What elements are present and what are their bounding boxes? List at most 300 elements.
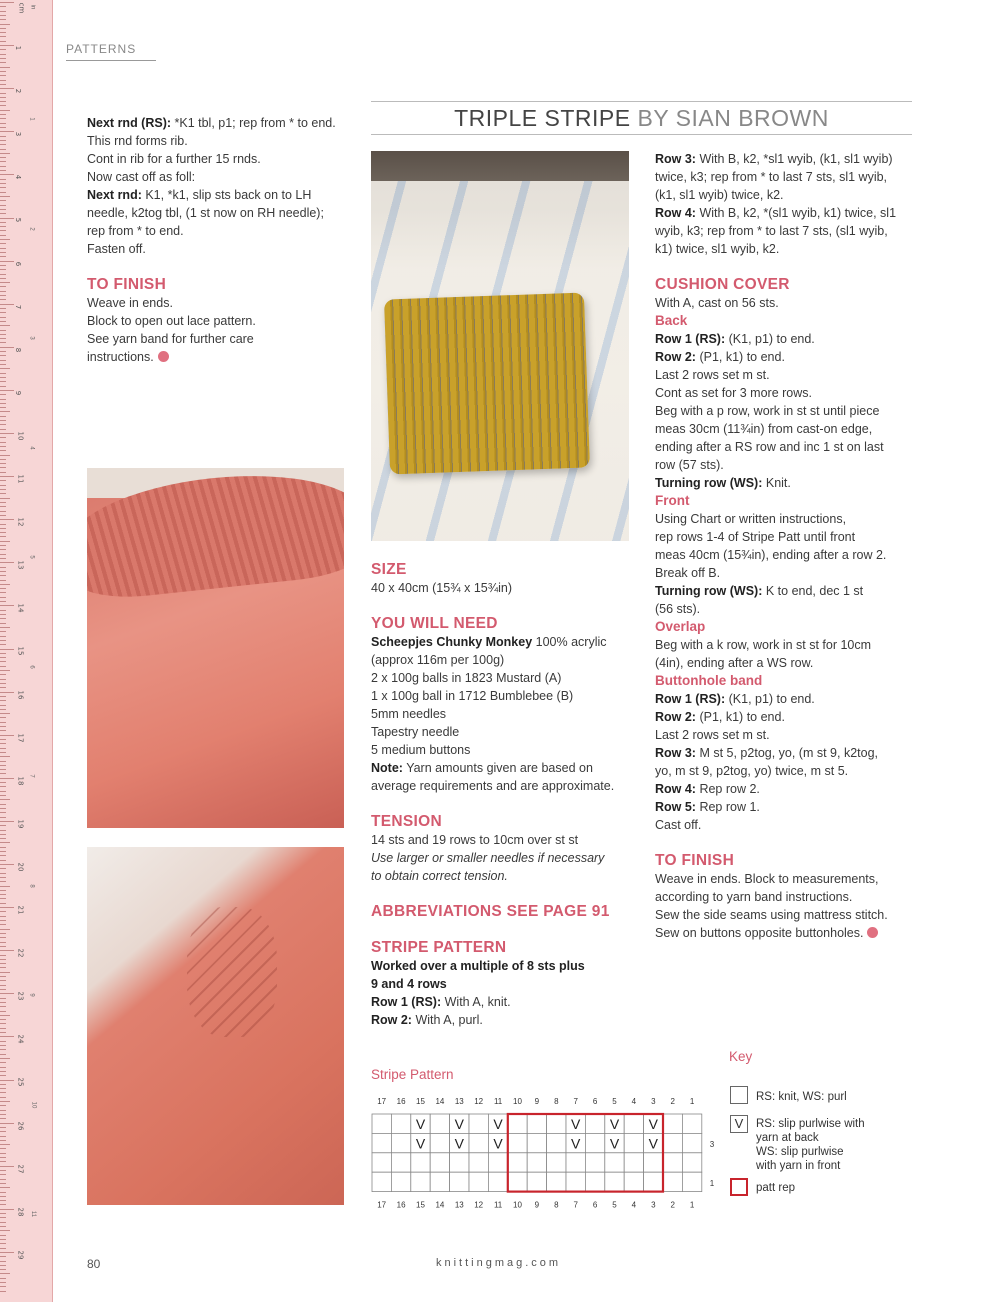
ruler-tick: [0, 756, 10, 757]
ruler-tick: [0, 71, 6, 72]
chart-cell: [663, 1133, 682, 1152]
text-line: [87, 132, 352, 150]
ruler-tick: [0, 618, 6, 619]
text-line: Block to open out lace pattern.: [87, 314, 256, 328]
line-text: (4in), ending after a WS row.: [655, 656, 814, 670]
line-text: 5 medium buttons: [371, 743, 471, 757]
ruler-cm-label: 16: [16, 690, 25, 699]
ruler-tick: [0, 1110, 6, 1111]
ruler-tick: [0, 838, 6, 839]
ruler-tick: [0, 1200, 6, 1201]
text-line: [371, 723, 641, 741]
ruler-cm-label: 25: [16, 1077, 25, 1087]
ruler-tick: [0, 330, 6, 331]
line-text: Rep row 1.: [695, 800, 760, 814]
text-line: [655, 762, 920, 780]
line-text: (k1, sl1 wyib) twice, k2.: [655, 188, 784, 202]
ruler-tick: [0, 515, 6, 516]
text-line: Weave in ends.: [87, 296, 173, 310]
text-line: [371, 993, 641, 1011]
chart-cell: [469, 1114, 488, 1133]
ruler-tick: [0, 696, 6, 697]
text-line: [87, 204, 352, 222]
ruler-tick: [0, 312, 6, 313]
pattern-title-bar: [371, 101, 912, 135]
line-text: *K1 tbl, p1; rep from * to end.: [171, 116, 336, 130]
ruler-tick: [0, 386, 6, 387]
ruler-inch-label: 6: [28, 664, 35, 669]
ruler-tick: [0, 226, 6, 227]
ruler-tick: [0, 235, 6, 236]
ruler-tick: [0, 640, 6, 641]
text-line: [655, 726, 920, 744]
chart-col-label-top: 3: [651, 1097, 656, 1106]
ruler-tick: [0, 1101, 10, 1102]
chart-slip-symbol: V: [415, 1116, 426, 1133]
ruler-tick: [0, 157, 6, 158]
chart-col-label-top: 7: [573, 1097, 578, 1106]
ruler-tick: [0, 75, 6, 76]
text-line: [371, 633, 641, 651]
chart-cell: [682, 1153, 701, 1172]
line-text: yo, m st 9, p2tog, yo) twice, m st 5.: [655, 764, 849, 778]
text-line: See yarn band for further care: [87, 332, 254, 346]
ruler-tick: [0, 791, 6, 792]
ruler-tick: [0, 709, 6, 710]
ruler-tick: [0, 761, 6, 762]
ruler-inch-label: 4: [28, 445, 35, 450]
ruler-cm-label: 8: [14, 347, 23, 352]
ruler-tick: [0, 304, 14, 305]
chart-cell: [644, 1172, 663, 1191]
bold-label: Row 5:: [655, 800, 696, 814]
ruler-tick: [0, 200, 6, 201]
text-line: [655, 186, 920, 204]
ruler-tick: [0, 519, 14, 520]
ruler-tick: [0, 239, 10, 240]
line-text: Cast off.: [655, 818, 702, 832]
ruler-tick: [0, 623, 6, 624]
ruler-tick: [0, 855, 6, 856]
ruler-tick: [0, 299, 6, 300]
chart-cell: [585, 1172, 604, 1191]
ruler-tick: [0, 950, 14, 951]
chart-cell: [527, 1114, 546, 1133]
text-line: [371, 975, 641, 993]
ruler-tick: [0, 205, 6, 206]
ruler-tick: [0, 1273, 10, 1274]
ruler-tick: [0, 1011, 6, 1012]
ruler-tick: [0, 687, 6, 688]
chart-cell: [430, 1114, 449, 1133]
ruler-cm-label: 4: [14, 175, 23, 180]
ruler-tick: [0, 825, 6, 826]
ruler-tick: [0, 1088, 6, 1089]
ruler-cm-label: 10: [16, 431, 25, 441]
ruler-cm-label: 9: [14, 390, 23, 396]
ruler-tick: [0, 1049, 6, 1050]
ruler-tick: [0, 649, 14, 650]
ruler-tick: [0, 93, 6, 94]
ruler-tick: [0, 187, 6, 188]
ruler-tick: [0, 528, 6, 529]
line-text: Tapestry needle: [371, 725, 460, 739]
ruler-inch-label: 5: [28, 555, 35, 559]
ruler-tick: [0, 1183, 6, 1184]
ruler-tick: [0, 769, 6, 770]
chart-col-label-bottom: 1: [689, 1200, 695, 1210]
ruler-tick: [0, 97, 6, 98]
text-line: Sew on buttons opposite buttonholes.: [655, 924, 920, 942]
chart-cell: [624, 1133, 643, 1152]
text-line: [655, 600, 920, 618]
ruler-tick: [0, 105, 6, 106]
chart-cell: [547, 1114, 566, 1133]
text-line: [655, 420, 920, 438]
text-line: [655, 204, 920, 222]
text-line: Sew the side seams using mattress stitch.: [655, 908, 888, 922]
ruler-tick: [0, 963, 6, 964]
line-text: 5mm needles: [371, 707, 447, 721]
ruler-tick: [0, 28, 6, 29]
ruler-tick: [0, 834, 6, 835]
ruler-tick: [0, 45, 14, 46]
size-heading: SIZE: [371, 561, 407, 578]
chart-cell: [508, 1172, 527, 1191]
ruler-tick: [0, 166, 6, 167]
chart-cell: [508, 1114, 527, 1133]
ruler-tick: [0, 291, 6, 292]
ruler-cm-label: 29: [16, 1250, 25, 1260]
ruler-tick: [0, 1196, 6, 1197]
chart-col-label-bottom: 15: [416, 1200, 425, 1210]
ruler-tick: [0, 424, 6, 425]
ruler-tick: [0, 1136, 6, 1137]
ruler-tick: [0, 209, 6, 210]
line-text: Beg with a k row, work in st st for 10cm: [655, 638, 872, 652]
ruler-cm-label: 27: [16, 1164, 25, 1174]
title-author: BY SIAN BROWN: [637, 105, 829, 131]
bold-label: Next rnd (RS):: [87, 116, 172, 130]
ruler-tick: [0, 1174, 6, 1175]
ruler-tick: [0, 101, 6, 102]
chart-col-label-top: 14: [435, 1097, 445, 1106]
ruler-tick: [0, 842, 10, 843]
text-line: [655, 654, 920, 672]
ruler-tick: [0, 989, 6, 990]
chart-col-label-top: 4: [631, 1097, 637, 1106]
text-line: instructions.: [87, 348, 352, 366]
chart-col-label-top: 10: [513, 1097, 522, 1106]
text-line: [655, 708, 920, 726]
ruler-tick: [0, 536, 6, 537]
ruler-tick: [0, 929, 10, 930]
tension-text: 14 sts and 19 rows to 10cm over st st: [371, 833, 579, 847]
line-text: Beg with a p row, work in st st until piece: [655, 404, 880, 418]
ruler-tick: [0, 679, 6, 680]
chart-cell: [585, 1153, 604, 1172]
ruler-tick: [0, 1157, 6, 1158]
ruler-cm-label: 3: [14, 131, 23, 137]
ruler-cm-label: 14: [16, 603, 25, 613]
line-text: rep rows 1-4 of Stripe Patt until front: [655, 530, 856, 544]
line-text: meas 40cm (15¾in), ending after a row 2.: [655, 548, 887, 562]
ruler-tick: [0, 390, 14, 391]
text-line: [655, 510, 920, 528]
ruler-cm-label: 5: [14, 218, 23, 223]
ruler-tick: [0, 1144, 10, 1145]
ruler-tick: [0, 222, 6, 223]
ruler-tick: [0, 261, 14, 262]
ruler-tick: [0, 243, 6, 244]
tension-note-2: to obtain correct tension.: [371, 869, 508, 883]
bold-label: Scheepjes Chunky Monkey: [371, 635, 533, 649]
chart-cell: [682, 1133, 701, 1152]
ruler-tick: [0, 808, 6, 809]
ruler-tick: [0, 799, 10, 800]
bold-label: Row 1 (RS):: [371, 995, 442, 1009]
chart-cell: [469, 1153, 488, 1172]
ruler-tick: [0, 942, 6, 943]
ruler-tick: [0, 1256, 6, 1257]
ruler-tick: [0, 11, 6, 12]
ruler-tick: [0, 1252, 14, 1253]
ruler-tick: [0, 700, 6, 701]
ruler-tick: [0, 84, 6, 85]
ruler-tick: [0, 377, 6, 378]
line-text: twice, k3; rep from * to last 7 sts, sl1 wyib,: [655, 170, 888, 184]
line-text: k1) twice, sl1 wyib, k2.: [655, 242, 780, 256]
title-main: TRIPLE STRIPE: [454, 105, 631, 131]
ruler-cm-label: 22: [16, 948, 25, 958]
ruler-tick: [0, 450, 6, 451]
ruler-inch-label: 11: [30, 1210, 37, 1218]
ruler-tick: [0, 597, 6, 598]
chart-cell: [372, 1172, 391, 1191]
ruler-inch-label: 7: [28, 774, 35, 778]
chart-col-label-top: 2: [670, 1097, 675, 1106]
ruler-tick: [0, 752, 6, 753]
ruler-tick: [0, 920, 6, 921]
ruler-tick: [0, 911, 6, 912]
chart-col-label-bottom: 13: [454, 1200, 464, 1210]
ruler-tick: [0, 821, 14, 822]
text-line: [87, 150, 352, 168]
text-line: [655, 438, 920, 456]
line-text: Fasten off.: [87, 242, 146, 256]
chart-col-label-top: 11: [493, 1097, 503, 1106]
line-text: This rnd forms rib.: [87, 134, 188, 148]
ruler-tick: [0, 567, 6, 568]
ruler-tick: [0, 532, 6, 533]
chart-cell: [488, 1172, 507, 1191]
text-line: [655, 330, 920, 348]
chart-col-label-top: 5: [612, 1097, 617, 1106]
ruler-tick: [0, 1209, 14, 1210]
chart-cell: [391, 1172, 410, 1191]
bold-label: Row 2:: [655, 350, 696, 364]
ruler-tick: [0, 429, 6, 430]
ruler-tick: [0, 80, 6, 81]
ruler-tick: [0, 2, 14, 3]
ruler-tick: [0, 924, 6, 925]
ruler-tick: [0, 174, 14, 175]
chart-slip-symbol: V: [571, 1116, 581, 1133]
yarn-ball-icon: [158, 351, 169, 362]
chart-col-label-bottom: 11: [493, 1200, 503, 1210]
ruler-tick: [0, 183, 6, 184]
ruler-tick: [0, 1002, 6, 1003]
key-repeat-label: patt rep: [756, 1182, 795, 1194]
line-text: row (57 sts).: [655, 458, 724, 472]
ruler-tick: [0, 467, 6, 468]
front-subheading: Front: [655, 493, 690, 508]
key-repeat-box: [730, 1178, 748, 1196]
ruler-tick: [0, 218, 14, 219]
key-slip-label: RS: slip purlwise with yarn at back WS: slip purlwise with yarn in front: [756, 1118, 865, 1172]
buttonhole-subheading: Buttonhole band: [655, 673, 763, 688]
ruler-tick: [0, 1131, 6, 1132]
chart-cell: [527, 1133, 546, 1152]
ruler-tick: [0, 782, 6, 783]
ruler-tick: [0, 506, 6, 507]
chart-cell: [605, 1172, 624, 1191]
ruler-tick: [0, 1036, 14, 1037]
ruler-tick: [0, 868, 6, 869]
ruler-tick: [0, 1204, 6, 1205]
ruler-tick: [0, 420, 6, 421]
ruler-tick: [0, 1217, 6, 1218]
chart-col-label-bottom: 17: [377, 1200, 387, 1210]
ruler-cm-label: 24: [16, 1034, 25, 1044]
footer-website: knittingmag.com: [436, 1257, 562, 1269]
ruler-tick: [0, 1261, 6, 1262]
ruler-tick: [0, 580, 6, 581]
ruler-tick: [0, 342, 6, 343]
line-text: rep from * to end.: [87, 224, 184, 238]
chart-cell: [372, 1114, 391, 1133]
ruler-tick: [0, 1222, 6, 1223]
ruler-cm-label: 11: [16, 474, 25, 484]
line-text: With B, k2, *(sl1 wyib, k1) twice, sl1: [695, 206, 897, 220]
ruler-tick: [0, 88, 14, 89]
ruler-tick: [0, 666, 6, 667]
line-text: Yarn amounts given are based on: [402, 761, 593, 775]
ruler-tick: [0, 1062, 6, 1063]
line-text: needle, k2tog tbl, (1 st now on RH needle);: [87, 206, 324, 220]
chart-col-label-bottom: 6: [592, 1200, 598, 1210]
ruler-cm-label: 6: [14, 261, 23, 266]
chart-cell: [469, 1133, 488, 1152]
ruler-tick: [0, 1286, 6, 1287]
ruler-tick: [0, 588, 6, 589]
ruler-tick: [0, 636, 6, 637]
ruler-tick: [0, 127, 6, 128]
bold-label: Worked over a multiple of 8 sts plus: [371, 959, 585, 973]
ruler-tick: [0, 295, 6, 296]
text-line: [87, 114, 352, 132]
ruler-tick: [0, 1023, 6, 1024]
line-text: (approx 116m per 100g): [371, 653, 505, 667]
text-line: [655, 384, 920, 402]
ruler-tick: [0, 705, 6, 706]
ruler-tick: [0, 916, 6, 917]
ruler-inch-label: 10: [30, 1101, 37, 1108]
ruler-tick: [0, 442, 6, 443]
ruler-tick: [0, 898, 6, 899]
ruler-tick: [0, 334, 6, 335]
line-text: Break off B.: [655, 566, 721, 580]
chart-col-label-top: 9: [534, 1097, 540, 1106]
ruler-tick: [0, 317, 6, 318]
chart-cell: [624, 1172, 643, 1191]
chart-cell: [663, 1172, 682, 1191]
ruler-tick: [0, 1058, 10, 1059]
text-line: Weave in ends. Block to measurements,: [655, 872, 879, 886]
line-text: M st 5, p2tog, yo, (m st 9, k2tog,: [695, 746, 879, 760]
ruler-tick: [0, 1269, 6, 1270]
ruler-tick: [0, 62, 6, 63]
line-text: (K1, p1) to end.: [725, 332, 815, 346]
ruler-tick: [0, 1243, 6, 1244]
ruler-tick: [0, 631, 6, 632]
ruler-tick: [0, 541, 10, 542]
text-line: [655, 150, 920, 168]
ruler-tick: [0, 571, 6, 572]
ruler-tick: [0, 351, 6, 352]
ruler-tick: [0, 213, 6, 214]
ruler-cm-label: 17: [16, 733, 25, 743]
ruler-tick: [0, 1213, 6, 1214]
ruler-inch-label: 8: [28, 883, 35, 888]
ruler-tick: [0, 15, 6, 16]
ruler-tick: [0, 256, 6, 257]
chart-col-label-top: 8: [554, 1097, 559, 1106]
ruler-tick: [0, 123, 6, 124]
ruler-tick: [0, 976, 6, 977]
ruler-tick: [0, 192, 6, 193]
bold-label: Turning row (WS):: [655, 476, 763, 490]
chart-cell: [372, 1133, 391, 1152]
ruler-tick: [0, 545, 6, 546]
page-number: 80: [87, 1257, 101, 1271]
ruler-tick: [0, 278, 6, 279]
ruler-tick: [0, 657, 6, 658]
ruler-tick: [0, 1187, 10, 1188]
chart-cell: [450, 1172, 469, 1191]
ruler-tick: [0, 118, 6, 119]
ruler-tick: [0, 575, 6, 576]
bold-label: Row 3:: [655, 746, 696, 760]
chart-col-label-bottom: 7: [573, 1200, 578, 1210]
ruler-tick: [0, 670, 10, 671]
bold-label: 9 and 4 rows: [371, 977, 447, 991]
cushion-heading: CUSHION COVER: [655, 276, 790, 293]
bold-label: Note:: [371, 761, 403, 775]
ruler-tick: [0, 6, 6, 7]
ruler-tick: [0, 403, 6, 404]
ruler-tick: [0, 674, 6, 675]
ruler-tick: [0, 493, 6, 494]
chart-slip-symbol: V: [648, 1135, 658, 1152]
ruler-tick: [0, 946, 6, 947]
text-line: [655, 474, 920, 492]
ruler-tick: [0, 274, 6, 275]
chart-slip-symbol: V: [571, 1135, 581, 1152]
ruler-tick: [0, 877, 6, 878]
ruler-tick: [0, 1105, 6, 1106]
chart-col-label-top: 15: [416, 1097, 425, 1106]
